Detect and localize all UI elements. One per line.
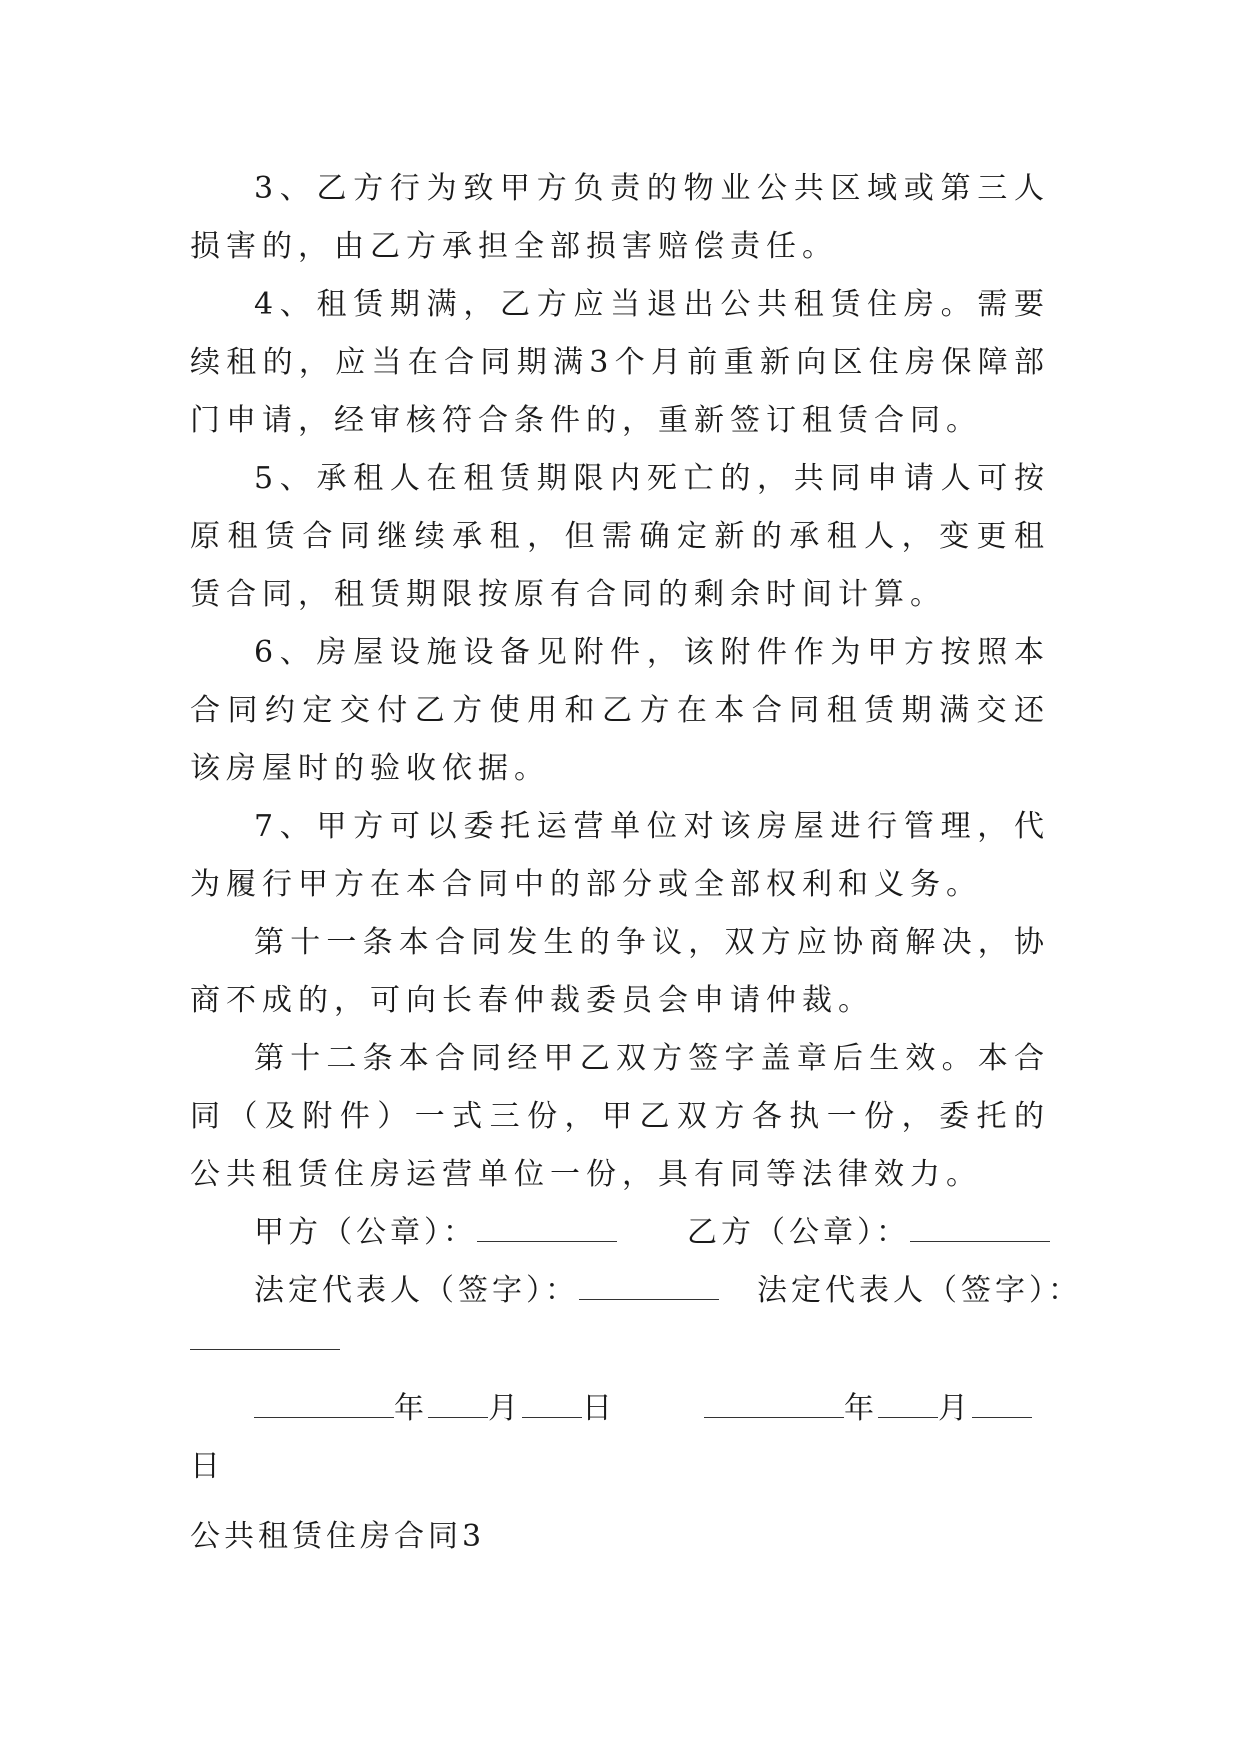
seal-line <box>190 1204 1050 1262</box>
party-b-seal-blank[interactable] <box>910 1211 1050 1242</box>
party-b-year-blank[interactable] <box>704 1387 844 1418</box>
clause-7: 7、甲方可以委托运营单位对该房屋进行管理，代为履行甲方在本合同中的部分或全部权利和义务。 <box>190 809 1050 902</box>
clause-5: 5、承租人在租赁期限内死亡的，共同申请人可按原租赁合同继续承租，但需确定新的承租人，变更租赁合同，租赁期限按原有合同的剩余时间计算。 <box>190 461 1050 612</box>
party-a-day-blank[interactable] <box>522 1387 582 1418</box>
day-label: 日 <box>582 1391 616 1426</box>
year-label-b: 年 <box>844 1391 878 1426</box>
party-a-seal-label: 甲方（公章）： <box>254 1215 477 1250</box>
clause-3: 3、乙方行为致甲方负责的物业公共区域或第三人损害的，由乙方承担全部损害赔偿责任。 <box>190 171 1050 264</box>
article-11: 第十一条本合同发生的争议，双方应协商解决，协商不成的，可向长春仲裁委员会申请仲裁。 <box>190 925 1050 1018</box>
article-12: 第十二条本合同经甲乙双方签字盖章后生效。本合同（及附件）一式三份，甲乙双方各执一份，委托的公共租赁住房运营单位一份，具有同等法律效力。 <box>190 1041 1050 1192</box>
party-a-rep-label: 法定代表人（签字）： <box>254 1273 579 1308</box>
month-label-b: 月 <box>938 1391 972 1426</box>
month-label: 月 <box>488 1391 522 1426</box>
day-label-wrap: 日 <box>190 1449 224 1484</box>
party-b-rep-blank[interactable] <box>190 1348 340 1350</box>
party-a-month-blank[interactable] <box>428 1387 488 1418</box>
next-section-title: 公共租赁住房合同3 <box>190 1519 486 1554</box>
year-label: 年 <box>394 1391 428 1426</box>
party-a-rep-blank[interactable] <box>579 1269 719 1300</box>
date-line <box>190 1380 1050 1438</box>
party-b-day-blank[interactable] <box>972 1387 1032 1418</box>
party-a-seal-blank[interactable] <box>477 1211 617 1242</box>
party-b-rep-label: 法定代表人（签字）： <box>757 1273 1082 1308</box>
document-page <box>190 160 1082 1566</box>
representative-line <box>190 1262 1082 1320</box>
party-b-seal-label: 乙方（公章）： <box>687 1215 910 1250</box>
clause-6: 6、房屋设施设备见附件，该附件作为甲方按照本合同约定交付乙方使用和乙方在本合同租赁期满交还该房屋时的验收依据。 <box>190 635 1050 786</box>
party-b-month-blank[interactable] <box>878 1387 938 1418</box>
clause-4: 4、租赁期满，乙方应当退出公共租赁住房。需要续租的，应当在合同期满3个月前重新向区住房保障部门申请，经审核符合条件的，重新签订租赁合同。 <box>190 287 1050 438</box>
party-a-year-blank[interactable] <box>254 1387 394 1418</box>
